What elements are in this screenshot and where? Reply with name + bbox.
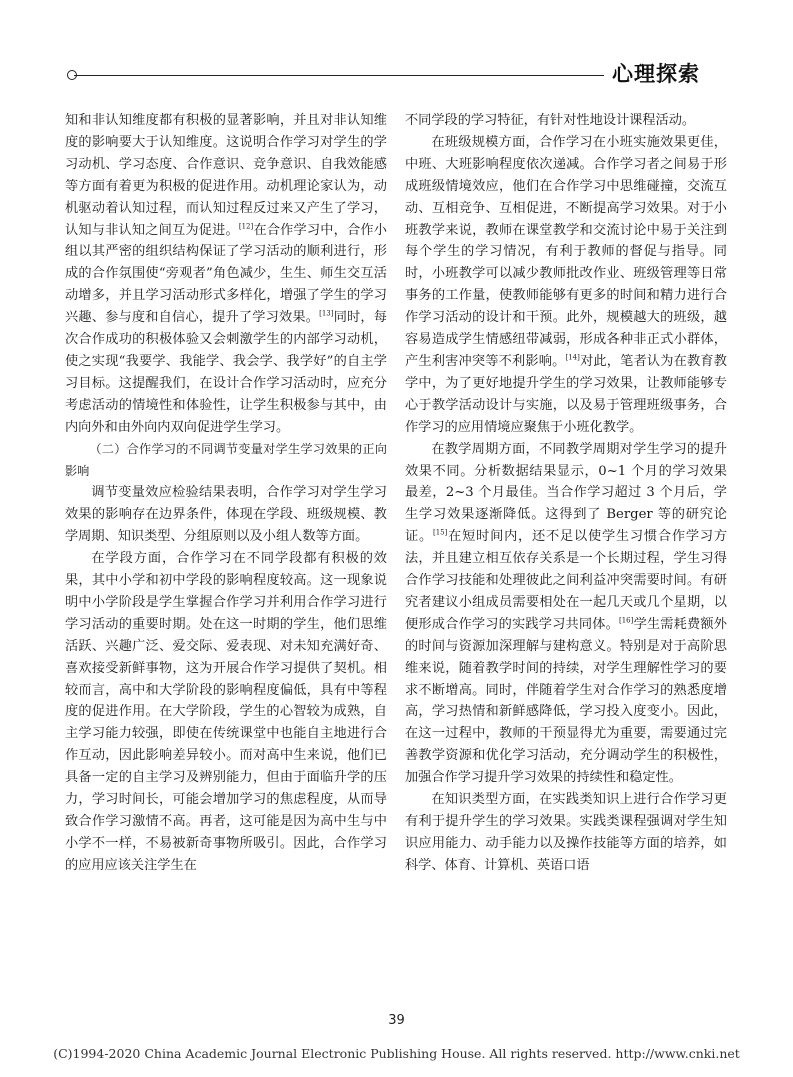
text-run: 对此，笔者认为在教育教学中，为了更好地提升学生的学习效果，让教师能够专心于教学活动设计与实施，以及易于管理班级事务，合作学习的应用情境应聚焦于小班化教学。 xyxy=(405,353,727,435)
paragraph xyxy=(405,132,727,439)
page-number: 39 xyxy=(388,1013,405,1028)
paragraph xyxy=(405,110,727,132)
left-column xyxy=(65,110,387,877)
copyright-footer: (C)1994-2020 China Academic Journal Electronic Publishing House. All rights reserved. http://www.cnki.net xyxy=(53,1046,740,1061)
right-column xyxy=(405,110,727,877)
text-run: 不同学段的学习特征，有针对性地设计课程活动。 xyxy=(405,113,696,128)
text-run: 学生需耗费额外的时间与资源加深理解与建构意义。特别是对于高阶思维来说，随着教学时间的持续，对学生理解性学习的要求不断增高。同时，伴随着学生对合作学习的熟悉度增高，学习热情和新鲜感降低，学习投入度变小。因此，在这一过程中，教师的干预显得尤为重要，需要通过完善教学资源和优化学习活动，充分调动学生的积极性，加强合作学习提升学习效果的持续性和稳定性。 xyxy=(405,616,727,786)
citation-marker: [15] xyxy=(432,528,448,537)
header-rule xyxy=(74,75,604,76)
text-run: （二）合作学习的不同调节变量对学生学习效果的正向影响 xyxy=(65,441,387,478)
section-subheading xyxy=(65,439,387,483)
text-run: 在知识类型方面，在实践类知识上进行合作学习更有利于提升学生的学习效果。实践类课程强调对学生知识应用能力、动手能力以及操作技能等方面的培养，如科学、体育、计算机、英语口语 xyxy=(405,792,727,873)
text-run: 在合作学习中，合作小组以其严密的组织结构保证了学习活动的顺利进行，形成的合作氛围使“旁观者”角色减少，生生、师生交互活动增多，并且学习活动形式多样化，增强了学生的学习兴趣、参与度和自信心，提升了学习效果。 xyxy=(65,222,387,326)
paragraph xyxy=(405,789,727,877)
text-run: 在教学周期方面，不同教学周期对学生学习的提升效果不同。分析数据结果显示，0~1 个月的学习效果最差，2~3 个月最佳。当合作学习超过 3 个月后，学生学习效果逐渐降低。这得到了 Berger 等的研究论证。 xyxy=(405,441,727,545)
text-run: 在学段方面，合作学习在不同学段都有积极的效果，其中小学和初中学段的影响程度较高。这一现象说明中小学阶段是学生掌握合作学习并利用合作学习进行学习活动的重要时期。处在这一时期的学生，他们思维活跃、兴趣广泛、爱交际、爱表现、对未知充满好奇、喜欢接受新鲜事物，这为开展合作学习提供了契机。相较而言，高中和大学阶段的影响程度偏低，具有中等程度的促进作用。在大学阶段，学生的心智较为成熟，自主学习能力较强，即使在传统课堂中也能自主地进行合作互动，因此影响差异较小。而对高中生来说，他们已具备一定的自主学习及辨别能力，但由于面临升学的压力，学习时间长，可能会增加学习的焦虑程度，从而导致合作学习激情不高。再者，这可能是因为高中生与中小学不一样，不易被新奇事物所吸引。因此，合作学习的应用应该关注学生在 xyxy=(65,551,387,873)
citation-marker: [12] xyxy=(238,222,254,231)
paragraph xyxy=(65,482,387,548)
paragraph xyxy=(65,110,387,439)
text-run: 知和非认知维度都有积极的显著影响，并且对非认知维度的影响要大于认知维度。这说明合作学习对学生的学习动机、学习态度、合作意识、竞争意识、自我效能感等方面有着更为积极的促进作用。动机理论家认为，动机驱动着认知过程，而认知过程反过来又产生了学习，认知与非认知之间互为促进。 xyxy=(65,113,387,238)
section-title: 心理探索 xyxy=(612,62,700,86)
citation-marker: [13] xyxy=(319,309,334,318)
paragraph xyxy=(65,548,387,877)
text-run: 在班级规模方面，合作学习在小班实施效果更佳，中班、大班影响程度依次递减。合作学习者之间易于形成班级情境效应，他们在合作学习中思维碰撞，交流互动、互相竞争、互相促进，不断提高学习效果。对于小班教学来说，教师在课堂教学和交流讨论中易于关注到每个学生的学习情况，有利于教师的督促与指导。同时，小班教学可以减少教师批改作业、班级管理等日常事务的工作量，使教师能够有更多的时间和精力进行合作学习活动的设计和干预。此外，规模越大的班级，越容易造成学生情感纽带减弱，形成各种非正式小群体，产生利害冲突等不利影响。 xyxy=(405,134,727,369)
citation-marker: [14] xyxy=(565,353,580,362)
text-run: 在短时间内，还不足以使学生习惯合作学习方法，并且建立相互依存关系是一个长期过程，学生习得合作学习技能和处理彼此之间利益冲突需要时间。有研究者建议小组成员需要相处在一起几天或几个星期，以便形成合作学习的实践学习共同体。 xyxy=(405,529,728,632)
citation-marker: [16] xyxy=(619,616,634,625)
text-run: 调节变量效应检验结果表明，合作学习对学生学习效果的影响存在边界条件，体现在学段、班级规模、教学周期、知识类型、分组原则以及小组人数等方面。 xyxy=(65,485,387,545)
paragraph xyxy=(405,439,727,790)
text-run: 同时，每次合作成功的积极体验又会刺激学生的内部学习动机，使之实现“我要学、我能学、我会学、我学好”的自主学习目标。这提醒我们，在设计合作学习活动时，应充分考虑活动的情境性和体验性，让学生积极参与其中，由内向外和由外向内双向促进学生学习。 xyxy=(65,310,387,435)
